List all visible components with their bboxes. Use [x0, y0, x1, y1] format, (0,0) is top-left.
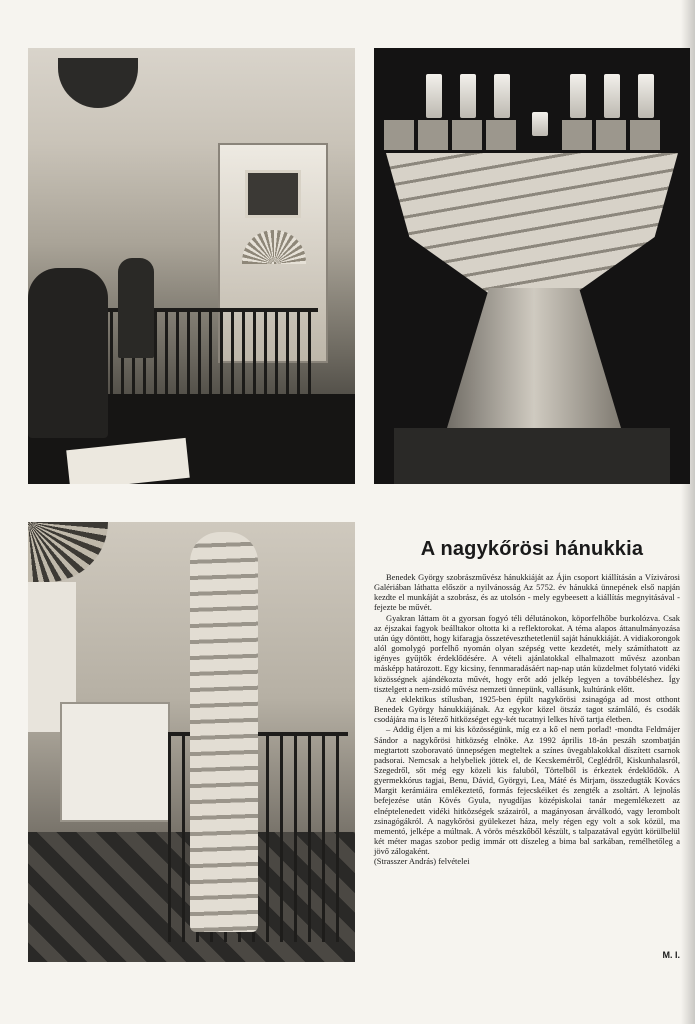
article-paragraph: Az eklektikus stílusban, 1925-ben épült nagykőrösi zsinagóga ad most otthont Benedek György hánukkiájának. Az egykor közel ötszáz tagot számláló, és csodák csodájára ma is létező hitközséget egy-két tucatnyi lelkes hívő tartja életben. [374, 693, 680, 725]
article-paragraph: Gyakran láttam öt a gyorsan fogyó téli délutánokon, köporfelhőbe burkolózva. Csak az éjszakai fagyok beálltakor oltotta ki a reflektorokat. A téma alapos áttanulmányozása után úgy döntött, hogy kifaragja összetéveszthetetlenül saját hánukkiáját. A vidiakorongok alól gomolygó porfelhő nyomán olyan szépség vette kezdetét, mely számíthatott az igényes gyűjtők érdeklődésére. A vételi ajánlatokkal elhalmazott művész azonban másképp határozott. Egy kicsiny, fennmaradásáért nap-nap után küzdelmet folytató vidéki közösségnek ajándékozta művét, hogy erőt adó jelkép legyen a továbbéléshez. Így tisztelgett a nem-zsidó művész nemzeti ünnepünk, vallásunk, kultúránk előtt. [374, 612, 680, 694]
bimah [60, 702, 170, 822]
photo-hanukkiah [374, 48, 690, 484]
article-paragraph: – Addig éljen a mi kis közösségünk, míg ez a kő el nem porlad! -mondta Feldmájer Sándor a nagykőrösi hitközség elnöke. Az 1992 április 18-án peszáh szombatján megtartott szoboravató ünnepségen megteltek a színes üvegablakokkal díszített csarnok padsorai. Nemcsak a helybeliek jöttek el, de Kecskemétről, Ceglédről, Kiskunhalasról, Szegedről, sőt még egy közeli kis faluból, Törtelből is érkeztek érdeklődők. A gyermekkórus tagjai, Benu, Dávid, Györgyi, Lea, Máté és Mirjam, összedugták Kovács Margit kerámiáira emlékeztető, formás fejecskéiket és zengték a zsoltárt. A lejnolás befejezése után Kövés Gyula, nyugdíjas középiskolai tanár megemlékezett az elnéptelenedett vidéki hitközségek százairól, a magányosan árválkodó, vagy lerombolt zsinagógákról. A nagykőrösi gyülekezet háza, mely régen egy volt a sok közül, ma mementó, jelképe a múltnak. A vörös mészkőből készült, s talpazatával együtt körülbelül két méter magas szobor pedig immár ott díszeleg a bima bal sarkában, remélhetőleg a jövő zálogaként. [374, 724, 680, 857]
photo-synagogue-interior [28, 48, 355, 484]
person [28, 268, 108, 438]
article-title: A nagykőrösi hánukkia [420, 538, 644, 560]
person [118, 258, 154, 358]
chandelier [58, 58, 138, 108]
article-paragraph: Benedek György szobrászművész hánukkiáját az Ájin csoport kiállításán a Vízivárosi Galériában láthatta először a nyilvánosság Az 5752. év hánukká ünnepének első napján kezdte el munkáját a szobrász, és az utolsón - mely egybeesett a kiállítás megnyitásával - fejezte be művét. [374, 572, 680, 613]
photo-sculpture-in-synagogue [28, 522, 355, 962]
photo-credit: (Strasszer András) felvételei [374, 856, 470, 867]
author-signature: M. I. [662, 950, 680, 960]
hanukkiah-bowl [386, 153, 678, 293]
sculpture [190, 532, 258, 932]
article-body [374, 572, 680, 867]
hanukkiah-stem [444, 288, 624, 438]
